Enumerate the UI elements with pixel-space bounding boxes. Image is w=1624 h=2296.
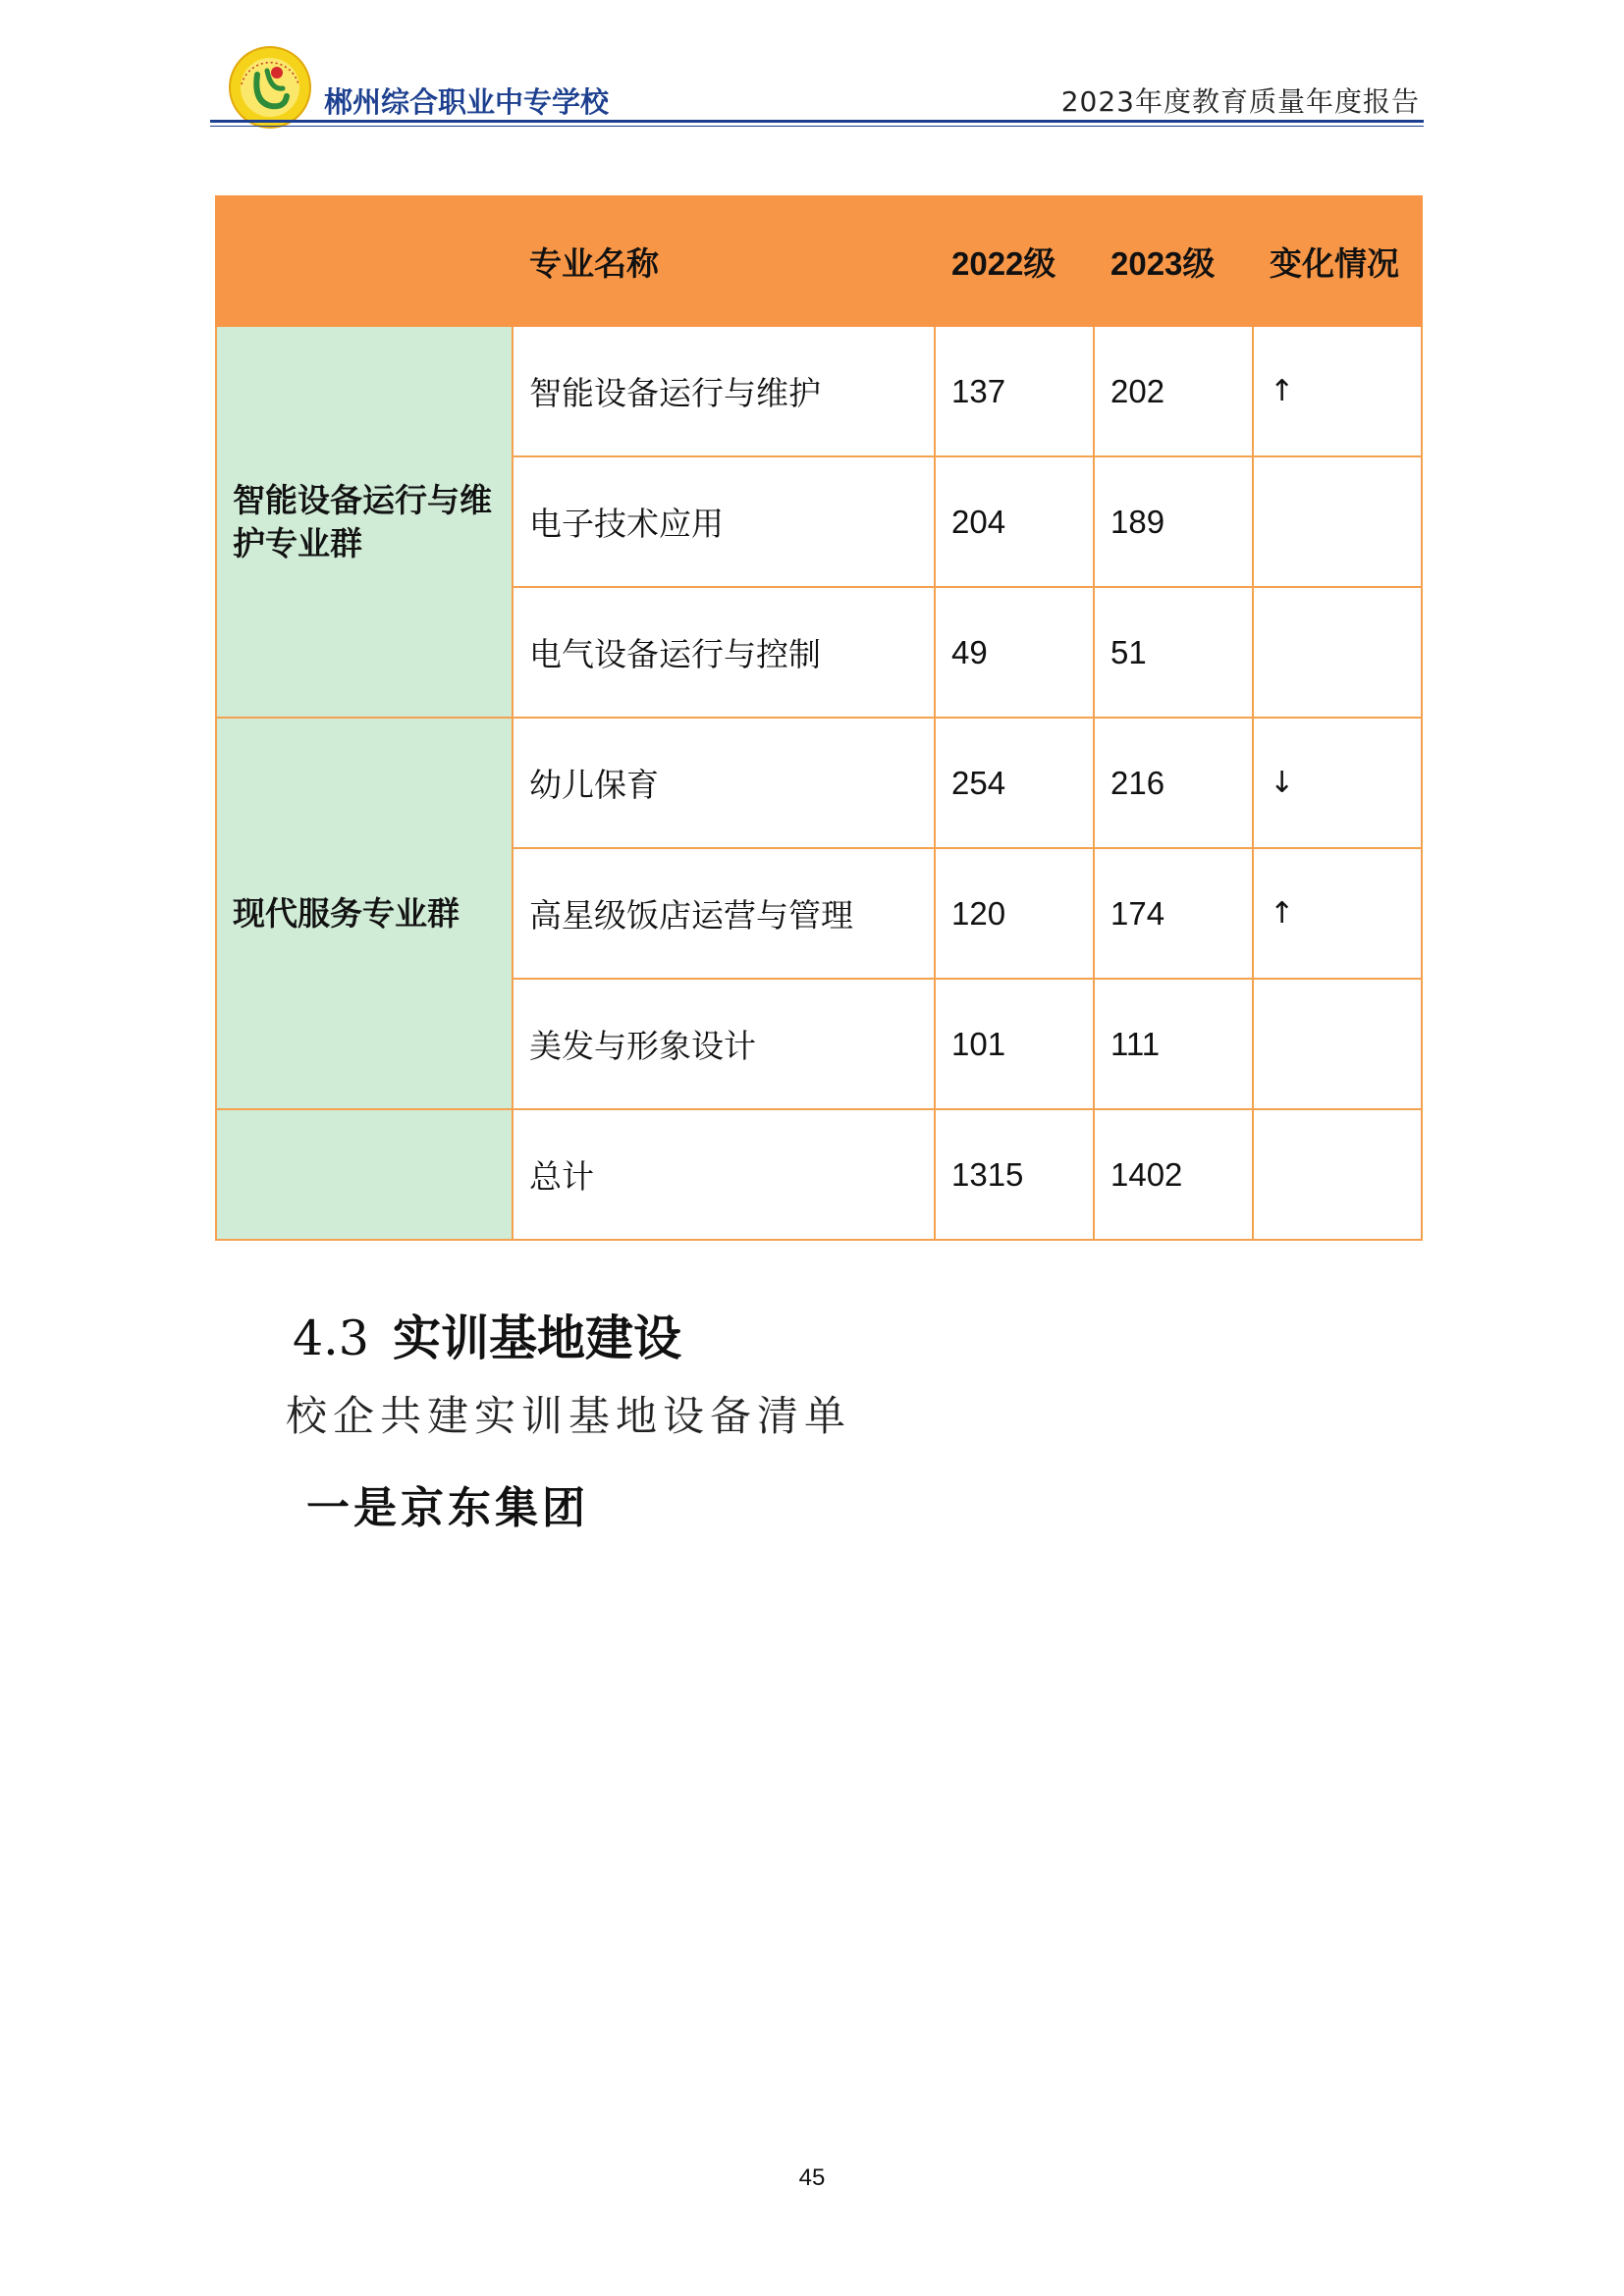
majors-enrollment-table xyxy=(215,195,1423,1241)
section-heading xyxy=(293,1301,681,1369)
total-change-cell xyxy=(1253,1109,1422,1240)
count-2022-cell: 204 xyxy=(935,456,1094,587)
change-cell xyxy=(1253,587,1422,718)
total-2023-cell: 1402 xyxy=(1094,1109,1253,1240)
school-logo-icon xyxy=(228,45,312,130)
count-2023-cell: 51 xyxy=(1094,587,1253,718)
change-cell xyxy=(1253,456,1422,587)
count-2023-cell: 216 xyxy=(1094,718,1253,848)
report-title: 2023年度教育质量年度报告 xyxy=(1060,85,1420,118)
group-name-cell: 现代服务专业群 xyxy=(216,718,513,1109)
change-cell xyxy=(1253,979,1422,1109)
count-2022-cell: 49 xyxy=(935,587,1094,718)
header-change: 变化情况 xyxy=(1253,196,1422,326)
header-group xyxy=(216,196,513,326)
group-name-cell: 智能设备运行与维护专业群 xyxy=(216,326,513,718)
table-row xyxy=(216,718,1422,848)
total-group-cell xyxy=(216,1109,513,1240)
count-2023-cell: 111 xyxy=(1094,979,1253,1109)
header-major-name: 专业名称 xyxy=(513,196,935,326)
equipment-list-caption: 校企共建实训基地设备清单 xyxy=(286,1392,852,1440)
section-title: 实训基地建设 xyxy=(392,1309,681,1366)
count-2023-cell: 202 xyxy=(1094,326,1253,456)
major-cell: 电子技术应用 xyxy=(513,456,935,587)
up-arrow-icon: ↑ xyxy=(1253,326,1422,456)
down-arrow-icon: ↓ xyxy=(1253,718,1422,848)
major-cell: 智能设备运行与维护 xyxy=(513,326,935,456)
major-cell: 高星级饭店运营与管理 xyxy=(513,848,935,979)
major-cell: 电气设备运行与控制 xyxy=(513,587,935,718)
header-rule-thin xyxy=(210,126,1424,127)
major-cell: 美发与形象设计 xyxy=(513,979,935,1109)
total-2022-cell: 1315 xyxy=(935,1109,1094,1240)
header-2023: 2023级 xyxy=(1094,196,1253,326)
table-header-row xyxy=(216,196,1422,326)
table-row xyxy=(216,326,1422,456)
count-2022-cell: 254 xyxy=(935,718,1094,848)
major-cell: 幼儿保育 xyxy=(513,718,935,848)
count-2022-cell: 120 xyxy=(935,848,1094,979)
header-rule xyxy=(210,120,1424,123)
school-name: 郴州综合职业中专学校 xyxy=(324,85,610,119)
total-label-cell: 总计 xyxy=(513,1109,935,1240)
up-arrow-icon: ↑ xyxy=(1253,848,1422,979)
count-2023-cell: 174 xyxy=(1094,848,1253,979)
count-2022-cell: 101 xyxy=(935,979,1094,1109)
header-2022: 2022级 xyxy=(935,196,1094,326)
section-number: 4.3 xyxy=(293,1310,369,1366)
partner-subheading: 一是京东集团 xyxy=(306,1483,589,1533)
page-header xyxy=(210,39,1424,128)
table-total-row xyxy=(216,1109,1422,1240)
count-2022-cell: 137 xyxy=(935,326,1094,456)
page-number: 45 xyxy=(798,2164,826,2191)
count-2023-cell: 189 xyxy=(1094,456,1253,587)
